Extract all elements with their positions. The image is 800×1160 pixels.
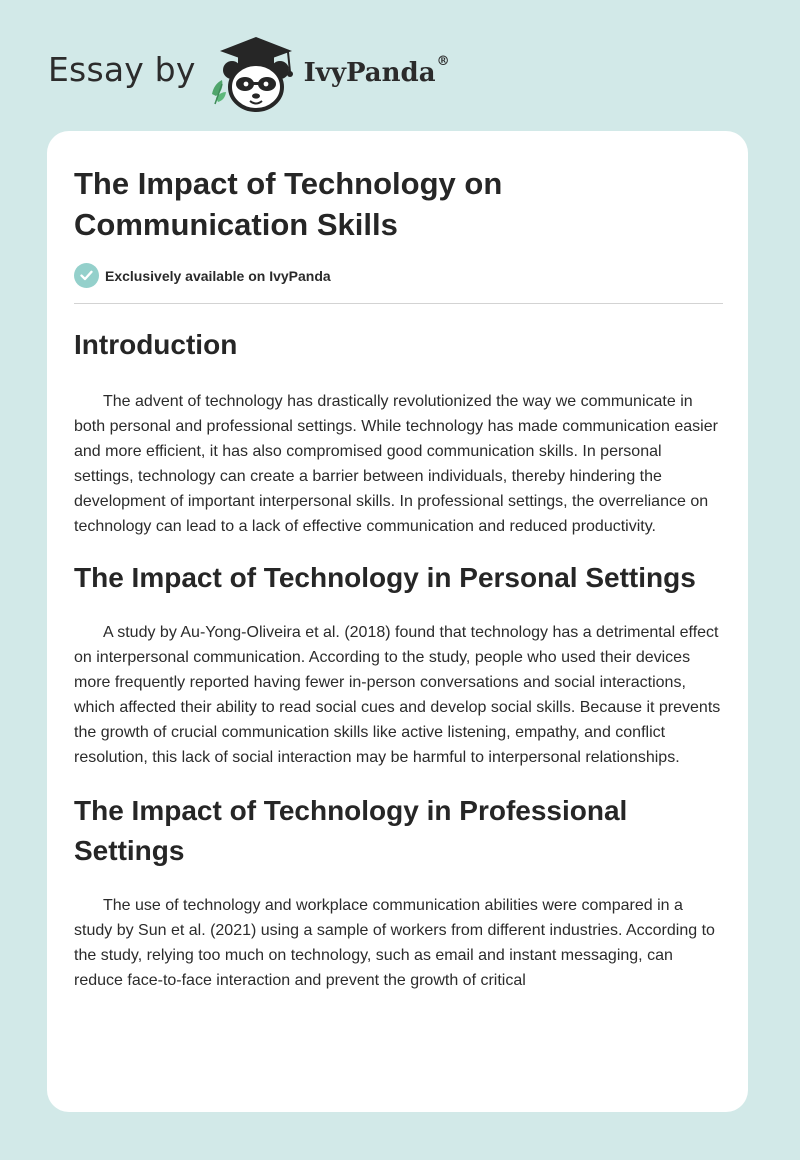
divider xyxy=(74,303,723,304)
section-personal-settings xyxy=(74,558,723,770)
essay-card xyxy=(47,131,748,1112)
section-professional-settings xyxy=(74,791,723,993)
essay-by-label: Essay by xyxy=(48,49,196,89)
section-heading: The Impact of Technology in Personal Settings xyxy=(74,562,696,593)
essay-body xyxy=(74,325,723,993)
brand-name: IvyPanda® xyxy=(303,54,450,88)
exclusive-label: Exclusively available on IvyPanda xyxy=(105,267,331,284)
section-heading: The Impact of Technology in Professional Settings xyxy=(74,795,628,866)
section-paragraph: The use of technology and workplace communication abilities were compared in a study by Sun et al. (2021) using a sample of workers from different industries. According to the study, relying too much on technology, such as email and instant messaging, can reduce face-to-face interaction and prevent the growth of critical xyxy=(74,897,715,989)
panda-graduate-logo xyxy=(210,34,302,114)
section-paragraph: A study by Au-Yong-Oliveira et al. (2018) found that technology has a detrimental effect on interpersonal communication. According to the study, people who used their devices more frequently reported having fewer in-person conversations and social interactions, which affected their ability to read social cues and develop social skills. Because it prevents the growth of crucial communication skills like active listening, empathy, and conflict resolution, this lack of social interaction may be harmful to interpersonal relationships. xyxy=(74,624,721,766)
brand-header xyxy=(48,34,450,114)
essay-title: The Impact of Technology on Communication Skills xyxy=(74,166,503,242)
registered-mark: ® xyxy=(436,54,450,70)
exclusive-badge xyxy=(74,263,331,288)
section-paragraph: The advent of technology has drastically revolutionized the way we communicate in both personal and professional settings. While technology has made communication easier and more efficient, it has also compromised good communication skills. In personal settings, technology can create a barrier between individuals, thereby hindering the development of important interpersonal skills. In professional settings, the overreliance on technology can lead to a lack of effective communication and reduced productivity. xyxy=(74,393,718,535)
section-introduction xyxy=(74,325,723,539)
section-heading: Introduction xyxy=(74,329,238,360)
check-circle-icon xyxy=(74,263,99,288)
